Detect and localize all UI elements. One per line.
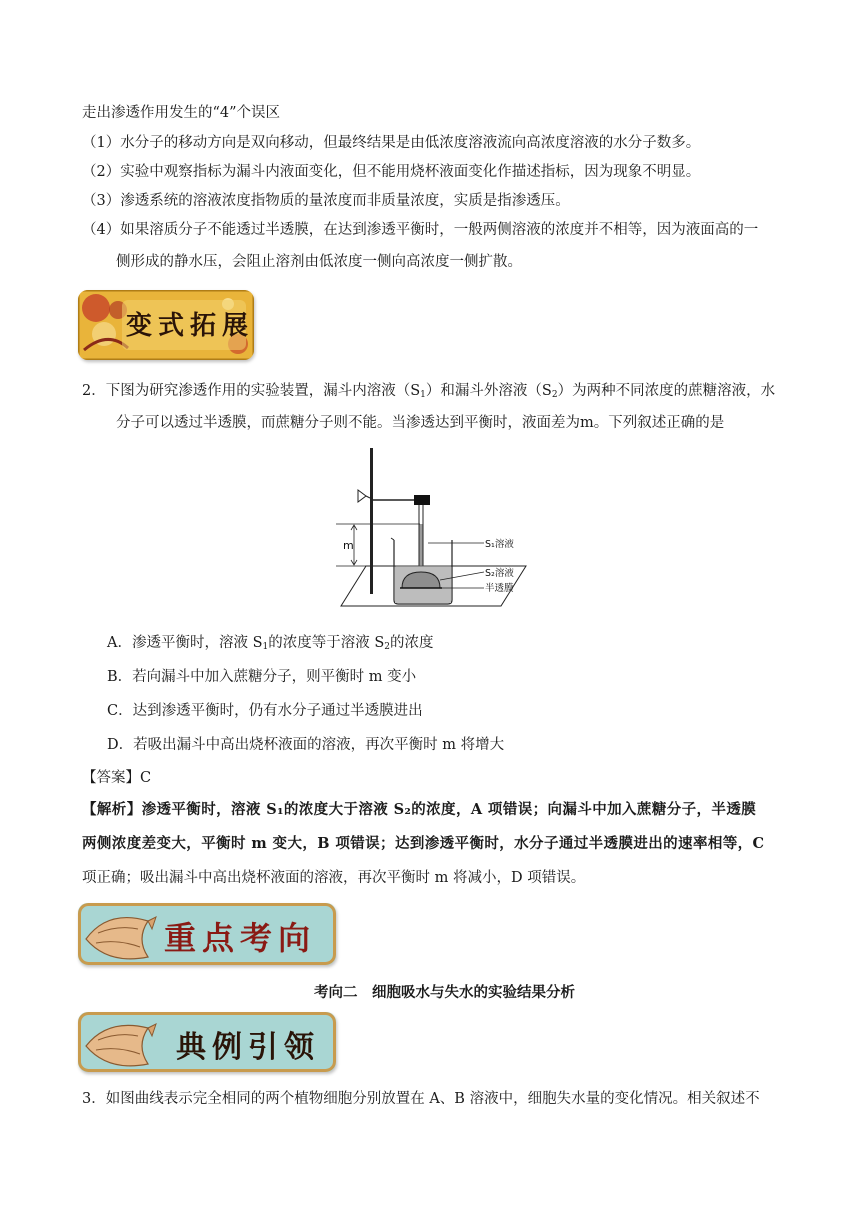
q3-stem-line1: 3．如图曲线表示完全相同的两个植物细胞分别放置在 A、B 溶液中，细胞失水量的变化情况。相关叙述不 bbox=[82, 1091, 760, 1107]
q2-stem-c: ）为两种不同浓度的蔗糖溶液，水 bbox=[557, 383, 776, 399]
q2-option-a-text1: A．渗透平衡时，溶液 S bbox=[107, 635, 263, 651]
section2-title: 考向二 细胞吸水与失水的实验结果分析 bbox=[314, 984, 575, 1001]
q2-stem-a: 2．下图为研究渗透作用的实验装置，漏斗内溶液（S bbox=[82, 383, 421, 399]
variant-banner bbox=[78, 290, 254, 360]
label-s2: S₂溶液 bbox=[485, 568, 514, 579]
q2-stem-sub2: 2 bbox=[551, 390, 558, 400]
intro-item-3: （3）渗透系统的溶液浓度指物质的量浓度而非质量浓度，实质是指渗透压。 bbox=[82, 193, 570, 209]
focus-banner bbox=[78, 903, 336, 965]
intro-item-4-cont: 侧形成的静水压，会阻止溶剂由低浓度一侧向高浓度一侧扩散。 bbox=[116, 254, 522, 270]
intro-item-1: （1）水分子的移动方向是双向移动，但最终结果是由低浓度溶液流向高浓度溶液的水分子数多。 bbox=[82, 135, 701, 151]
example-banner-title: 典例引领 bbox=[176, 1030, 320, 1065]
label-m: m bbox=[343, 539, 354, 552]
q2-analysis-line2: 两侧浓度差变大，平衡时 m 变大，B 项错误；达到渗透平衡时，水分子通过半透膜进出的速率相等，C bbox=[82, 835, 765, 852]
variant-banner-title: 变式拓展 bbox=[126, 311, 254, 341]
intro-item-4: （4）如果溶质分子不能透过半透膜，在达到渗透平衡时，一般两侧溶液的浓度并不相等，因为液面高的一 bbox=[82, 222, 759, 238]
q2-option-d: D．若吸出漏斗中高出烧杯液面的溶液，再次平衡时 m 将增大 bbox=[107, 737, 505, 753]
q2-answer: 【答案】C bbox=[82, 770, 152, 786]
q2-option-a bbox=[107, 633, 434, 657]
q2-stem-line1 bbox=[82, 381, 775, 405]
focus-banner-title: 重点考向 bbox=[164, 919, 317, 957]
label-membrane: 半透膜 bbox=[485, 583, 514, 594]
stand-rod bbox=[370, 448, 373, 594]
q2-option-c: C．达到渗透平衡时，仍有水分子通过半透膜进出 bbox=[107, 703, 423, 719]
intro-title: 走出渗透作用发生的“4”个误区 bbox=[82, 105, 281, 121]
q2-option-a-sub2: 2 bbox=[384, 642, 391, 652]
q2-stem-b: ）和漏斗外溶液（S bbox=[425, 383, 552, 399]
q2-stem-line2: 分子可以透过半透膜，而蔗糖分子则不能。当渗透达到平衡时，液面差为m。下列叙述正确的是 bbox=[116, 415, 725, 431]
q2-option-a-text2: 的浓度等于溶液 S bbox=[268, 635, 385, 651]
label-s1: S₁溶液 bbox=[485, 539, 514, 550]
clamp-knob bbox=[358, 490, 366, 502]
q2-stem-sub1: 1 bbox=[420, 390, 426, 400]
example-banner bbox=[78, 1012, 336, 1072]
q2-option-a-text3: 的浓度 bbox=[390, 635, 434, 651]
intro-item-2: （2）实验中观察指标为漏斗内液面变化，但不能用烧杯液面变化作描述指标，因为现象不明显。 bbox=[82, 164, 701, 180]
osmosis-apparatus-figure bbox=[336, 448, 536, 613]
q2-analysis-line3: 项正确；吸出漏斗中高出烧杯液面的溶液，再次平衡时 m 将减小，D 项错误。 bbox=[82, 870, 586, 886]
q2-analysis-line1: 【解析】渗透平衡时，溶液 S₁的浓度大于溶液 S₂的浓度，A 项错误；向漏斗中加入蔗糖分子，半透膜 bbox=[82, 801, 757, 818]
q2-option-a-sub1: 1 bbox=[262, 642, 269, 652]
clamp-block bbox=[414, 495, 430, 505]
q2-option-b: B．若向漏斗中加入蔗糖分子，则平衡时 m 变小 bbox=[107, 669, 417, 685]
